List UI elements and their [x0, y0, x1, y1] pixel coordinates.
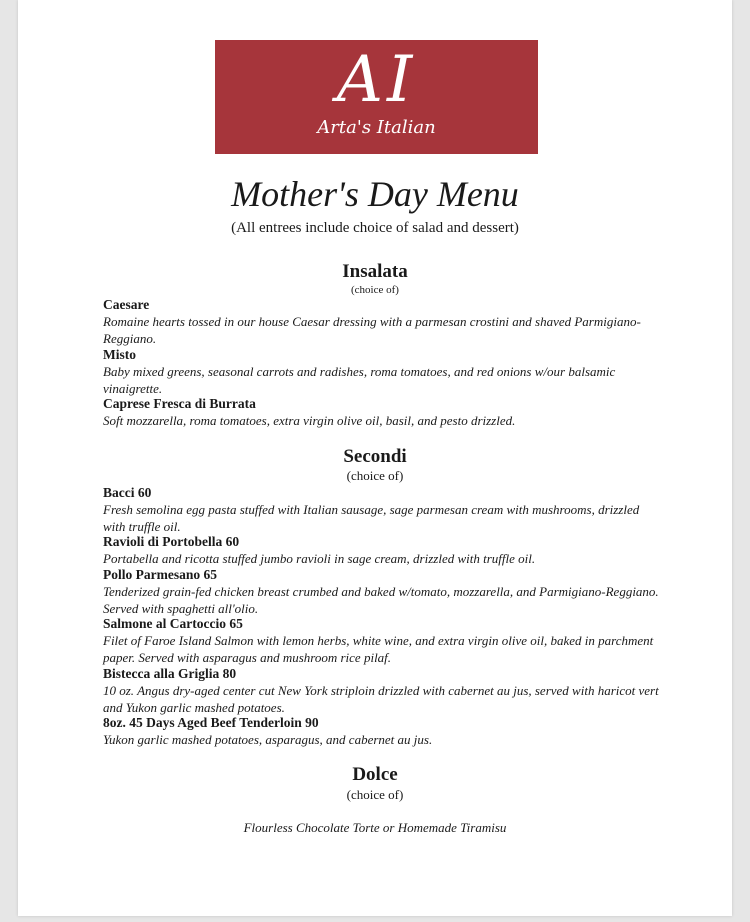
menu-item-description: Yukon garlic mashed potatoes, asparagus, and cabernet au jus.: [103, 732, 433, 747]
menu-item-name: Bacci 60: [103, 485, 152, 500]
menu-item-description: Soft mozzarella, roma tomatoes, extra virgin olive oil, basil, and pesto drizzled.: [103, 413, 516, 428]
section-title-secondi: Secondi: [343, 446, 407, 467]
logo-monogram: AI: [336, 43, 417, 117]
menu-item-name: 8oz. 45 Days Aged Beef Tenderloin 90: [103, 715, 319, 730]
menu-subtitle: (All entrees include choice of salad and dessert): [231, 220, 519, 236]
menu-item-description: Romaine hearts tossed in our house Caesar dressing with a parmesan crostini and shaved Parmigiano-Reggiano.: [103, 314, 641, 346]
menu-item-description: Fresh semolina egg pasta stuffed with Italian sausage, sage parmesan cream with mushrooms, drizzled with truffle oil.: [103, 502, 640, 534]
section-choice-dolce: (choice of): [346, 787, 404, 802]
menu-item-name: Caesare: [103, 297, 150, 312]
menu-item-description: Portabella and ricotta stuffed jumbo ravioli in sage cream, drizzled with truffle oil.: [103, 551, 536, 566]
section-choice-secondi: (choice of): [346, 468, 404, 483]
section-title-insalata: Insalata: [342, 261, 408, 282]
menu-title: Mother's Day Menu: [231, 174, 519, 214]
menu-page: [18, 0, 732, 916]
menu-item-description: Filet of Faroe Island Salmon with lemon herbs, white wine, and extra virgin olive oil, baked in parchment paper. Served with asparagus and mushroom rice pilaf.: [103, 633, 654, 665]
menu-item-name: Misto: [103, 347, 136, 362]
logo-restaurant-name: Arta's Italian: [317, 117, 436, 138]
menu-item-name: Caprese Fresca di Burrata: [103, 396, 256, 411]
dolce-options: Flourless Chocolate Torte or Homemade Tiramisu: [243, 820, 507, 835]
menu-item-description: 10 oz. Angus dry-aged center cut New York striploin drizzled with cabernet au jus, served with haricot vert and Yukon garlic mashed potatoes.: [103, 683, 659, 715]
restaurant-logo: [215, 40, 538, 154]
section-title-dolce: Dolce: [352, 764, 398, 785]
menu-item-name: Salmone al Cartoccio 65: [103, 616, 243, 631]
menu-item-description: Baby mixed greens, seasonal carrots and radishes, roma tomatoes, and red onions w/our balsamic vinaigrette.: [103, 364, 616, 396]
menu-item-name: Bistecca alla Griglia 80: [103, 666, 237, 681]
section-choice-insalata: (choice of): [351, 284, 399, 296]
menu-item-name: Pollo Parmesano 65: [103, 567, 217, 582]
menu-item-description: Tenderized grain-fed chicken breast crumbed and baked w/tomato, mozzarella, and Parmigiano-Reggiano. Served with spaghetti all'olio.: [103, 584, 659, 616]
menu-item-name: Ravioli di Portobella 60: [103, 534, 240, 549]
